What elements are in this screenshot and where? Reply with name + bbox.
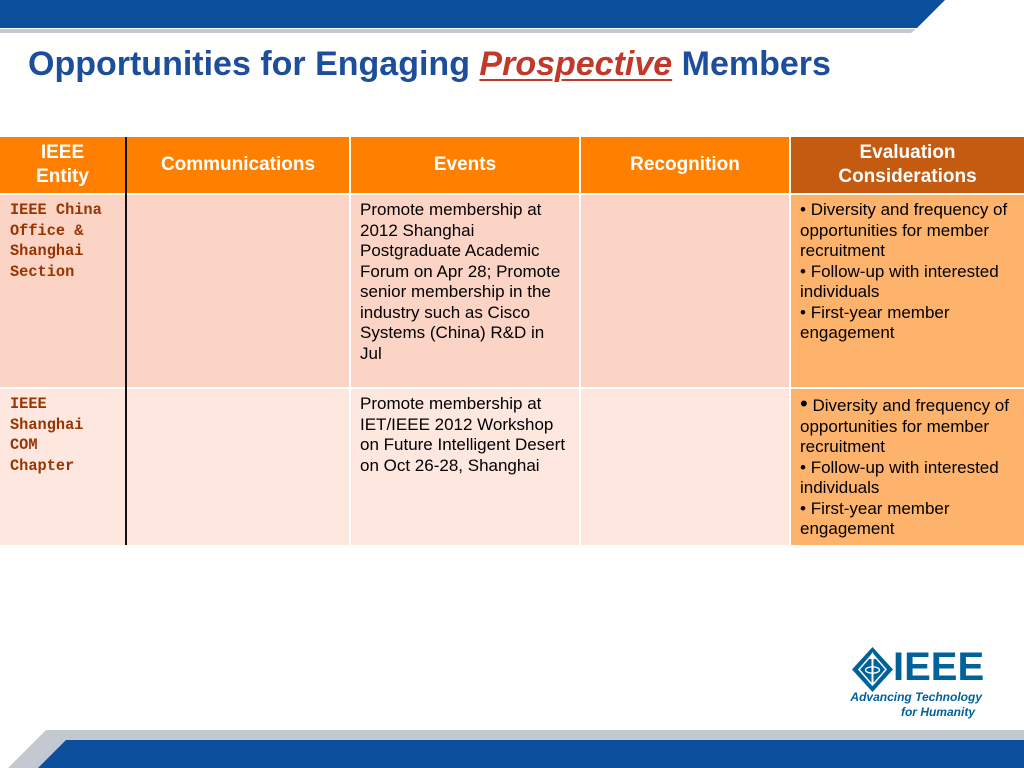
entity-column-divider [125, 137, 127, 545]
evaluation-bullet: • [800, 457, 806, 477]
header-communications [127, 137, 349, 193]
evaluation-item [800, 303, 1016, 344]
events-line: Postgraduate Academic [360, 241, 540, 260]
events-cell [351, 389, 579, 545]
ieee-wordmark: IEEE [893, 645, 985, 689]
evaluation-item [800, 499, 1016, 540]
slide-title-prefix: Opportunities for Engaging [28, 45, 470, 83]
evaluation-item-text: Diversity and frequency of opportunities for member recruitment [800, 396, 1009, 456]
evaluation-bullet: • [800, 391, 808, 416]
opportunities-table [0, 137, 1024, 545]
evaluation-item-text: Follow-up with interested individuals [800, 457, 999, 497]
header-ieee-entity [0, 137, 125, 193]
entity-cell [0, 389, 125, 545]
header-evaluation-label: Evaluation Considerations [838, 142, 977, 187]
events-line: 2012 Shanghai [360, 220, 475, 240]
evaluation-item-text: First-year member engagement [800, 302, 950, 342]
slide-title [28, 44, 831, 84]
evaluation-cell [791, 389, 1024, 545]
entity-name: IEEE Shanghai COM Chapter [10, 395, 84, 475]
ieee-tagline-line2: for Humanity [900, 705, 975, 719]
evaluation-bullet: • [800, 498, 806, 518]
events-line: Systems (China) R&D in [360, 323, 545, 342]
entity-cell [0, 195, 125, 387]
events-line: Forum on Apr 28; Promote [360, 261, 561, 281]
header-events [351, 137, 579, 193]
communications-cell [127, 389, 349, 545]
events-line: on Future Intelligent Desert [360, 435, 566, 454]
evaluation-bullet: • [800, 302, 806, 322]
events-line: Promote membership at [360, 200, 542, 219]
evaluation-item [800, 458, 1016, 499]
ieee-diamond-logo-icon [852, 647, 893, 692]
recognition-cell [581, 195, 789, 387]
header-recognition-label: Recognition [630, 154, 740, 175]
events-line: Jul [360, 343, 382, 363]
slide-title-emphasis: Prospective [479, 45, 673, 83]
evaluation-item-text: First-year member engagement [800, 498, 950, 538]
header-communications-label: Communications [160, 154, 316, 175]
events-cell [351, 195, 579, 387]
ieee-tagline-line1: Advancing Technology [850, 690, 982, 704]
header-events-label: Events [433, 154, 497, 175]
recognition-cell [581, 389, 789, 545]
slide-title-suffix: Members [681, 45, 831, 83]
top-banner [0, 0, 1024, 40]
evaluation-cell [791, 195, 1024, 387]
evaluation-item [800, 391, 1016, 458]
events-line: on Oct 26-28, Shanghai [360, 455, 540, 475]
ieee-tagline [822, 690, 982, 720]
header-recognition [581, 137, 789, 193]
evaluation-bullet: • [800, 200, 806, 219]
header-ieee-entity-label: IEEE Entity [36, 142, 89, 187]
evaluation-item-text: Diversity and frequency of opportunities for member recruitment [800, 200, 1008, 260]
bottom-banner [0, 728, 1024, 768]
events-line: Promote membership at [360, 394, 542, 413]
entity-name: IEEE China Office & Shanghai Section [10, 201, 102, 281]
events-line: senior membership in the [360, 282, 551, 301]
events-line: industry such as Cisco [360, 302, 531, 322]
evaluation-item-text: Follow-up with interested individuals [800, 261, 999, 301]
header-evaluation-considerations [791, 137, 1024, 193]
evaluation-item [800, 262, 1016, 303]
events-line: IET/IEEE 2012 Workshop [360, 414, 554, 434]
communications-cell [127, 195, 349, 387]
evaluation-item [800, 200, 1016, 262]
evaluation-bullet: • [800, 261, 806, 281]
